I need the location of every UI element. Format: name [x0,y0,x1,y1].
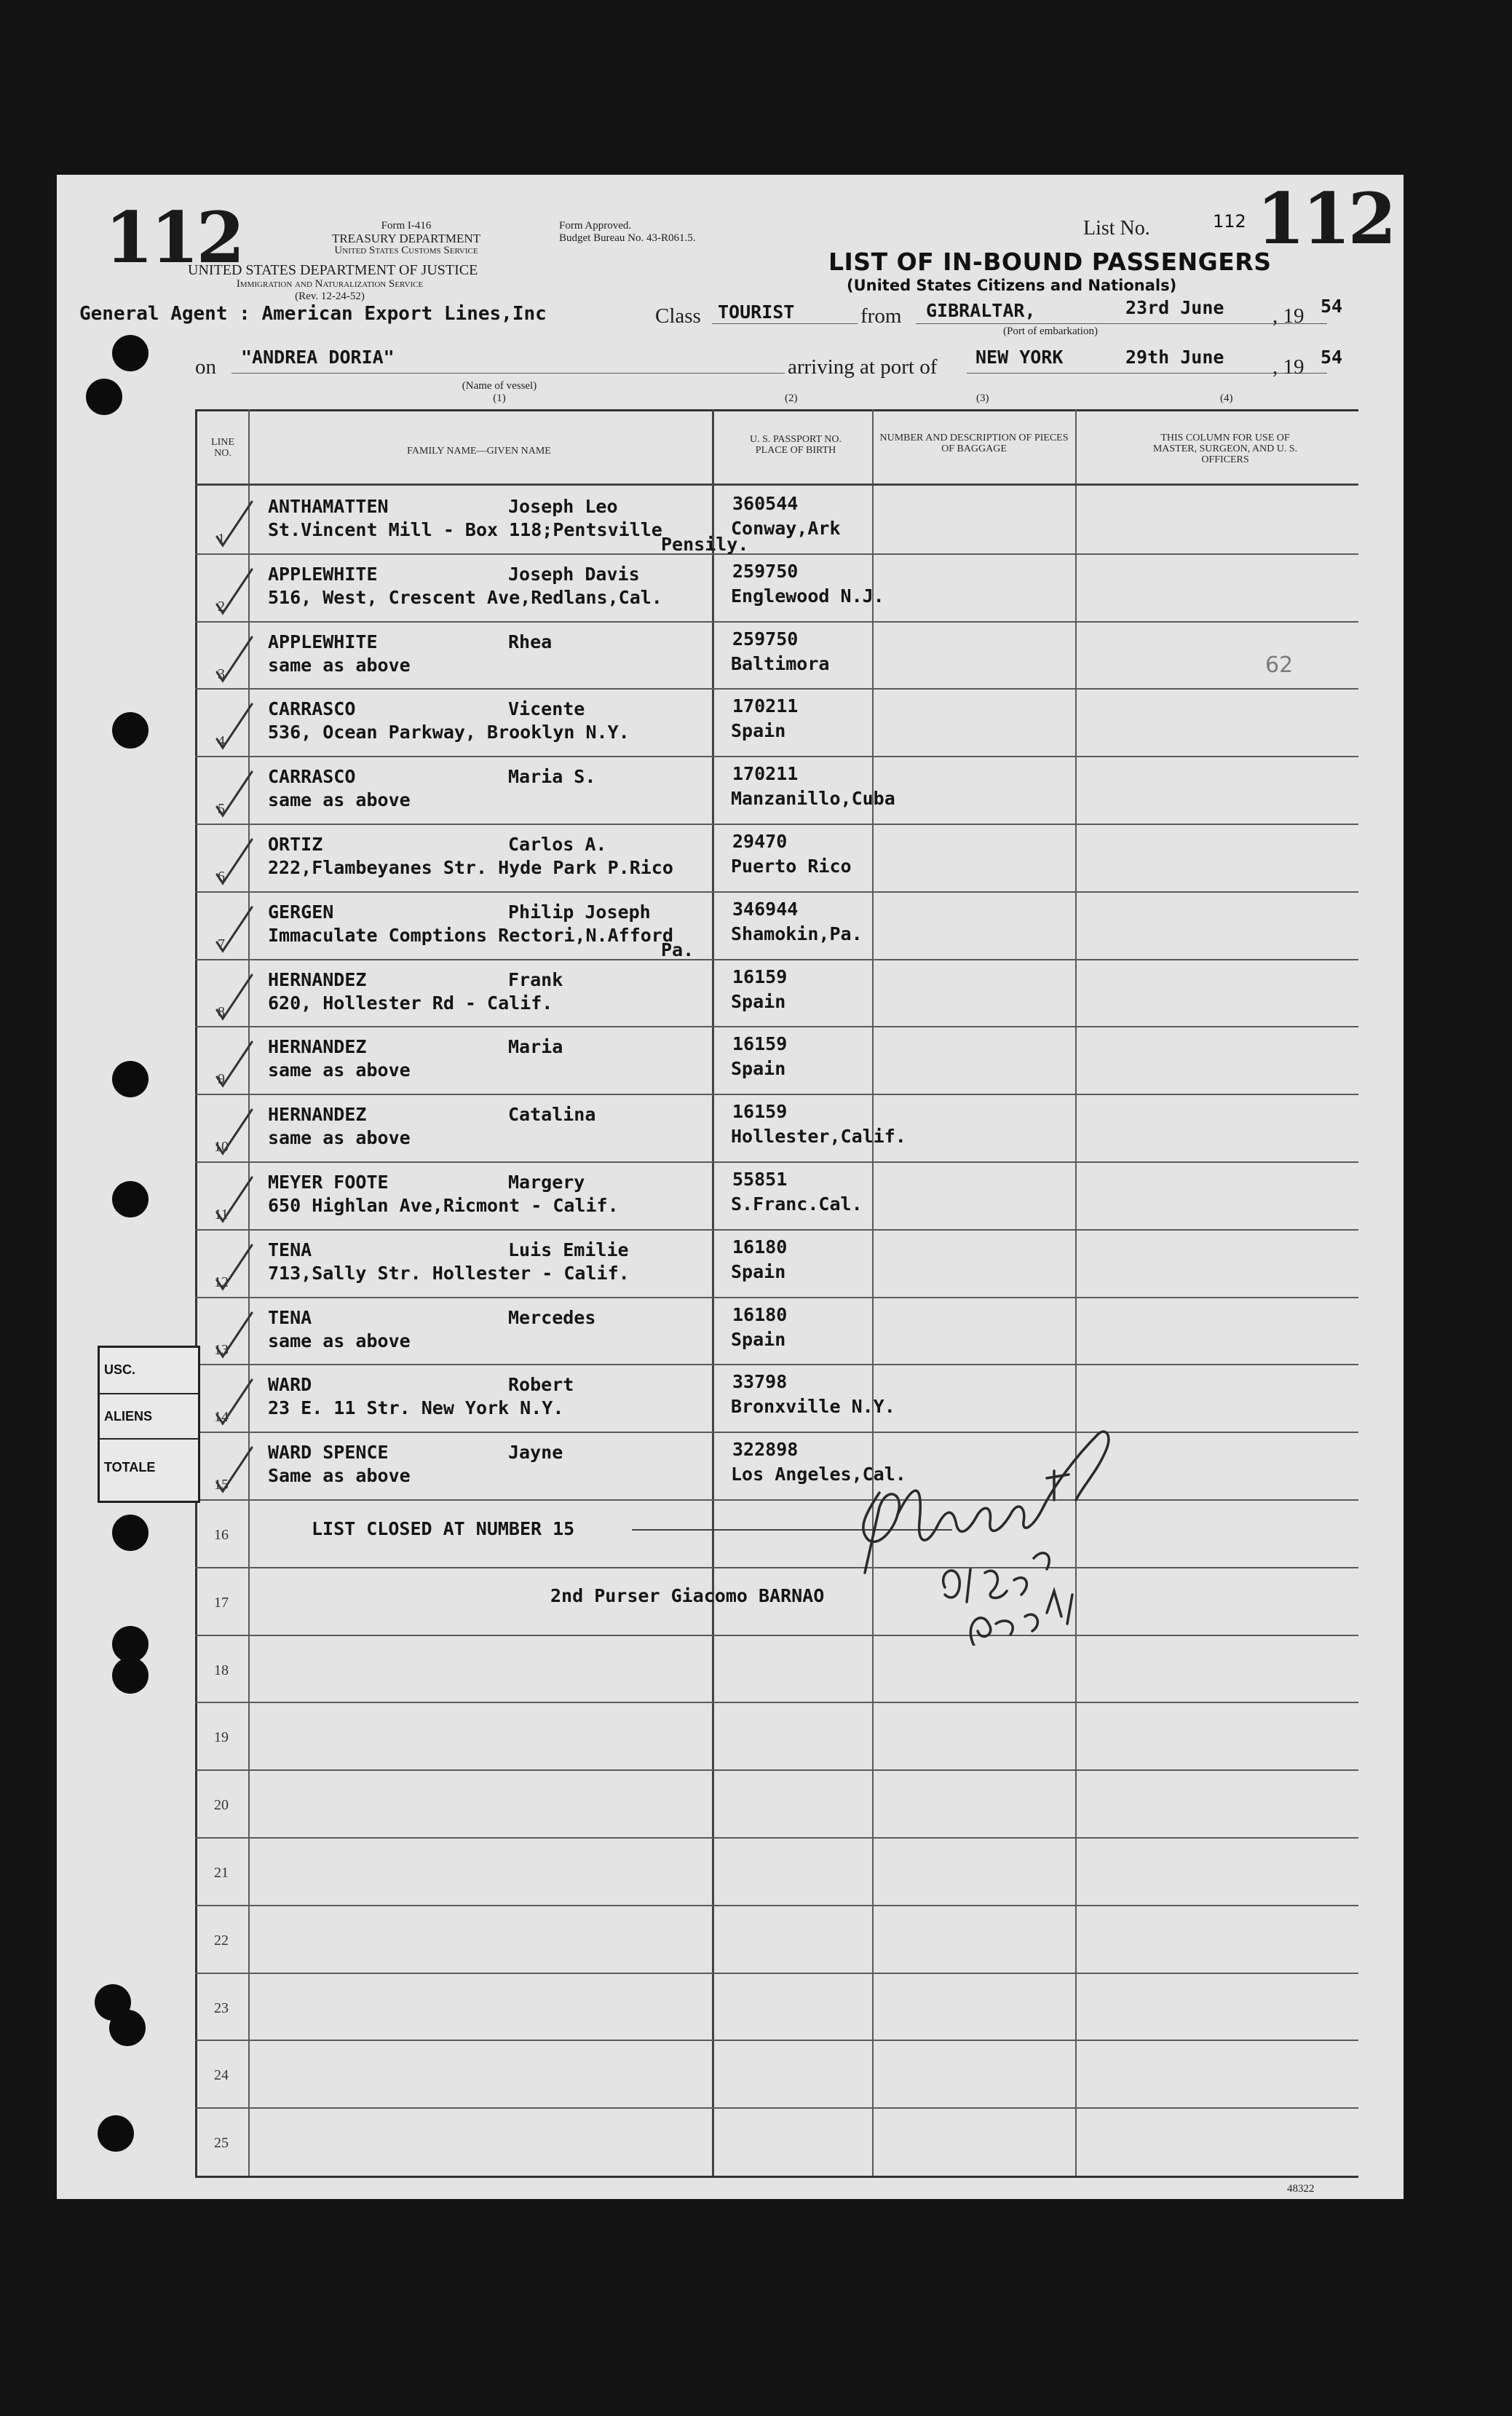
family-name: CARRASCO [268,698,356,719]
punch-hole [112,712,149,749]
check-mark-icon [213,1445,256,1496]
given-name: Rhea [508,631,553,652]
empty-line-number: 25 [214,2135,229,2151]
row-rule [195,891,1358,893]
family-name: WARD SPENCE [268,1442,389,1463]
row-rule [195,1702,1358,1703]
vessel-name: "ANDREA DORIA" [241,347,395,368]
pencil-annotation: 62 [1265,652,1294,678]
stamp-usc: USC. [104,1362,136,1377]
empty-line-number: 23 [214,2000,229,2016]
empty-line-number: 22 [214,1933,229,1949]
place-of-birth: Shamokin,Pa. [731,923,863,944]
home-address: same as above [268,789,411,810]
passport-number: 33798 [732,1371,788,1392]
port-of-embarkation: GIBRALTAR, [926,300,1036,321]
given-name: Frank [508,969,563,990]
home-address: 536, Ocean Parkway, Brooklyn N.Y. [268,722,630,743]
row-rule [195,1364,1358,1365]
home-address: 620, Hollester Rd - Calif. [268,992,553,1014]
family-name: ANTHAMATTEN [268,496,389,517]
passport-number: 16159 [732,1101,788,1122]
check-mark-icon [213,769,256,820]
passport-number: 16180 [732,1304,788,1325]
given-name: Joseph Davis [508,564,640,585]
family-name: CARRASCO [268,766,356,787]
home-address: St.Vincent Mill - Box 118;Pentsville [268,519,662,540]
passport-number: 346944 [732,899,799,920]
empty-line-number: 21 [214,1865,229,1881]
check-mark-icon [213,1039,256,1090]
passport-number: 29470 [732,831,788,852]
budget-bureau: Budget Bureau No. 43-R061.5. [559,232,696,244]
class-value: TOURIST [718,301,795,323]
baggage-column-number: (3) [976,392,989,404]
given-name: Mercedes [508,1307,596,1328]
family-name: APPLEWHITE [268,631,378,652]
line-number: 11 [214,1207,229,1223]
table-top-rule [195,409,1358,411]
line-number: 10 [214,1139,229,1155]
punch-hole [112,1181,149,1217]
place-of-birth: Bronxville N.Y. [731,1396,895,1417]
check-mark-icon [213,499,256,550]
given-name: Vicente [508,698,585,719]
row-rule [195,756,1358,757]
check-mark-icon [213,634,256,685]
officers-column-number: (4) [1220,392,1233,404]
empty-line-number: 24 [214,2067,229,2083]
justice-label: UNITED STATES DEPARTMENT OF JUSTICE [188,262,478,278]
given-name: Luis Emilie [508,1239,629,1260]
passport-number: 259750 [732,628,799,650]
customs-label: United States Customs Service [334,245,478,256]
footer-code: 48322 [1287,2183,1315,2195]
passport-number: 16159 [732,966,788,987]
home-address: 23 E. 11 Str. New York N.Y. [268,1397,564,1418]
place-of-birth: Englewood N.J. [731,585,884,607]
line-number: 2 [218,599,225,615]
line-number: 7 [218,936,225,952]
vessel-caption-block [448,380,550,405]
form-number: Form I-416 [381,220,432,232]
manifest-page [57,175,1404,2199]
page-subtitle: (United States Citizens and Nationals) [847,277,1177,294]
arrival-date: 29th June [1125,347,1224,368]
home-address: 713,Sally Str. Hollester - Calif. [268,1263,630,1284]
form-block [312,220,501,257]
general-agent: General Agent : American Export Lines,Inc [79,303,547,325]
line-number: 1 [218,531,225,547]
place-of-birth: Hollester,Calif. [731,1126,906,1147]
col-rule-name [712,409,714,2177]
place-of-birth: Manzanillo,Cuba [731,788,895,809]
row-rule [195,1499,1358,1501]
on-label: on [195,355,216,379]
line-number: 6 [218,869,225,885]
line-number: 14 [214,1409,229,1425]
passport-column-number: (2) [785,392,798,404]
place-of-birth: Spain [731,1058,786,1079]
arrival-year-prefix: , 19 [1272,355,1305,379]
page-number-right: 112 [1256,178,1394,260]
place-of-birth: Spain [731,991,786,1012]
revision-label: (Rev. 12-24-52) [295,291,365,302]
stamp-rule [100,1438,198,1440]
vessel-column-number: (1) [493,392,506,404]
home-address: same as above [268,1127,411,1148]
col-head-baggage: NUMBER AND DESCRIPTION OF PIECES OF BAGGAGE [879,433,1069,454]
purser-note: 2nd Purser Giacomo BARNAO [550,1585,825,1606]
passport-number: 259750 [732,561,799,582]
line-number: 3 [218,666,225,682]
row-rule [195,688,1358,690]
check-mark-icon [213,1310,256,1361]
class-rule [712,323,858,324]
col-head-officers: THIS COLUMN FOR USE OF MASTER, SURGEON, AND U. S. OFFICERS [1152,433,1298,465]
punch-hole [109,2010,146,2046]
header-rule [195,483,1358,486]
row-rule [195,1905,1358,1906]
row-rule [195,2107,1358,2109]
check-mark-icon [213,1242,256,1293]
col-head-passport: U. S. PASSPORT NO. PLACE OF BIRTH [750,434,842,456]
from-rule [916,323,1327,324]
vessel-caption: (Name of vessel) [462,380,537,392]
place-of-birth: Conway,Ark [731,518,841,539]
row-rule [195,1161,1358,1163]
row-rule [195,621,1358,623]
empty-line-number: 16 [214,1527,229,1543]
punch-hole [112,335,149,371]
home-address: 222,Flambeyanes Str. Hyde Park P.Rico [268,857,673,878]
punch-hole [86,379,122,415]
row-rule [195,824,1358,825]
check-mark-icon [213,1377,256,1428]
line-number: 12 [214,1274,229,1290]
home-address: same as above [268,1330,411,1351]
inspector-signature [836,1405,1141,1646]
check-mark-icon [213,1175,256,1225]
row-rule [195,1973,1358,1974]
row-rule [195,1026,1358,1027]
row-rule [195,2040,1358,2041]
row-rule [195,553,1358,555]
place-of-birth: Puerto Rico [731,856,852,877]
place-of-birth: Spain [731,1261,786,1282]
row-rule [195,1094,1358,1095]
depart-year-prefix: , 19 [1272,304,1305,328]
port-caption: (Port of embarkation) [1003,325,1098,337]
place-of-birth: Baltimora [731,653,830,674]
passport-number: 360544 [732,493,799,514]
punch-hole [112,1657,149,1694]
family-name: WARD [268,1374,312,1395]
given-name: Catalina [508,1104,596,1125]
row-rule [195,1432,1358,1433]
row-rule [195,1769,1358,1771]
empty-line-number: 20 [214,1797,229,1813]
family-name: ORTIZ [268,834,323,855]
passport-number: 16159 [732,1033,788,1054]
line-number: 4 [218,733,225,749]
page-title: LIST OF IN-BOUND PASSENGERS [828,248,1272,276]
stamp-aliens: ALIENS [104,1409,153,1424]
line-number: 15 [214,1477,229,1493]
row-rule [195,1229,1358,1231]
check-mark-icon [213,837,256,888]
col-head-line: LINE NO. [211,437,234,459]
empty-line-number: 17 [214,1595,229,1611]
arrival-year: 54 [1321,347,1343,368]
line-number: 8 [218,1004,225,1020]
arriving-label: arriving at port of [788,355,938,379]
justice-block [188,262,478,303]
passport-number: 170211 [732,763,799,784]
given-name: Maria S. [508,766,596,787]
family-name: HERNANDEZ [268,1036,367,1057]
family-name: APPLEWHITE [268,564,378,585]
table-bottom-rule [195,2176,1358,2178]
check-mark-icon [213,904,256,955]
place-of-birth: Los Angeles,Cal. [731,1464,906,1485]
home-address: 516, West, Crescent Ave,Redlans,Cal. [268,587,662,608]
col-head-name: FAMILY NAME—GIVEN NAME [407,446,551,457]
passport-number: 16180 [732,1236,788,1258]
departure-year: 54 [1321,296,1343,317]
home-address-extra: Pensily. [661,534,749,555]
stamp-totale: TOTALE [104,1460,156,1475]
family-name: TENA [268,1239,312,1260]
row-rule [195,1297,1358,1298]
line-number: 13 [214,1342,229,1358]
check-mark-icon [213,1107,256,1158]
vessel-rule [231,373,785,374]
place-of-birth: S.Franc.Cal. [731,1193,863,1215]
given-name: Joseph Leo [508,496,618,517]
punch-hole [112,1061,149,1097]
given-name: Philip Joseph [508,901,651,923]
check-mark-icon [213,701,256,752]
check-mark-icon [213,972,256,1023]
empty-line-number: 19 [214,1729,229,1745]
family-name: HERNANDEZ [268,969,367,990]
departure-date: 23rd June [1125,297,1224,318]
list-closed-note: LIST CLOSED AT NUMBER 15 [312,1518,575,1539]
list-no-label: List No. [1083,217,1150,240]
tally-stamp [98,1346,200,1503]
col-rule-baggage [1075,409,1077,2177]
approval-block [559,220,695,245]
treasury-label: TREASURY DEPARTMENT [331,232,481,245]
punch-hole [98,2115,134,2152]
passport-number: 322898 [732,1439,799,1460]
form-approved: Form Approved. [559,220,632,232]
given-name: Margery [508,1172,585,1193]
home-address: 650 Highlan Ave,Ricmont - Calif. [268,1195,619,1216]
passport-number: 170211 [732,695,799,716]
arrival-port: NEW YORK [975,347,1064,368]
passport-number: 55851 [732,1169,788,1190]
row-rule [195,1837,1358,1839]
line-number: 9 [218,1071,225,1087]
home-address: Immaculate Comptions Rectori,N.Afford [268,925,673,946]
home-address: Same as above [268,1465,411,1486]
family-name: TENA [268,1307,312,1328]
place-of-birth: Spain [731,720,786,741]
given-name: Jayne [508,1442,563,1463]
immigration-label: Immigration and Naturalization Service [236,278,424,290]
row-rule [195,1635,1358,1636]
family-name: GERGEN [268,901,334,923]
class-label: Class [655,304,701,328]
check-mark-icon [213,567,256,617]
given-name: Carlos A. [508,834,607,855]
row-rule [195,1567,1358,1568]
home-address-extra: Pa. [661,939,694,960]
stamp-rule [100,1393,198,1394]
place-of-birth: Spain [731,1329,786,1350]
home-address: same as above [268,655,411,676]
list-no-value: 112 [1213,211,1246,232]
family-name: MEYER FOOTE [268,1172,389,1193]
line-number: 5 [218,801,225,817]
from-label: from [860,304,902,328]
empty-line-number: 18 [214,1662,229,1678]
page-number-left: 112 [105,197,242,279]
given-name: Maria [508,1036,563,1057]
given-name: Robert [508,1374,574,1395]
row-rule [195,959,1358,960]
col-rule-passport [872,409,874,2177]
home-address: same as above [268,1059,411,1081]
table-left-rule [195,409,197,2177]
punch-hole [112,1515,149,1551]
family-name: HERNANDEZ [268,1104,367,1125]
